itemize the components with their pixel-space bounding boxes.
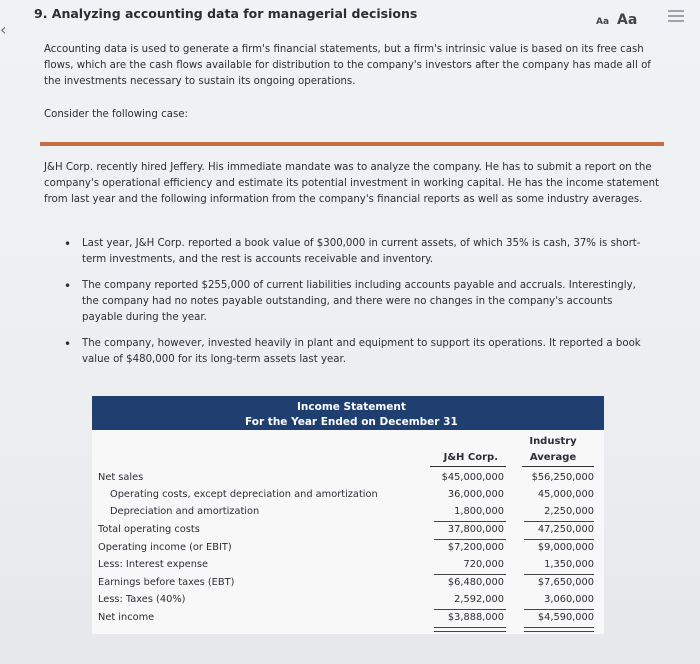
company-value: 2,592,000: [454, 594, 504, 605]
table-row: [92, 522, 604, 539]
fact-list: [62, 236, 652, 368]
decrease-font-button[interactable]: Aa: [596, 17, 610, 27]
company-value: 720,000: [463, 559, 504, 570]
industry-value: $9,000,000: [537, 542, 594, 553]
row-label: Total operating costs: [98, 524, 200, 535]
company-value: $6,480,000: [447, 577, 504, 588]
consider-text: Consider the following case:: [44, 109, 188, 120]
section-divider: [40, 142, 664, 146]
increase-font-button[interactable]: Aa: [617, 12, 638, 28]
total-double-rule: [434, 627, 506, 632]
industry-value: $7,650,000: [537, 577, 594, 588]
list-item: • The company, however, invested heavily in plant and equipment to support its operations. It reported a book value of $480,000 for its long-term assets last year.: [62, 336, 652, 368]
industry-value: $4,590,000: [537, 612, 594, 623]
company-value: $3,888,000: [447, 612, 504, 623]
list-item: • The company reported $255,000 of current liabilities including accounts payable and accruals. Interestingly, the company had no notes payable outstanding, and there were no changes in the company's accounts payable during the year.: [62, 278, 652, 326]
intro-paragraph: Accounting data is used to generate a firm's financial statements, but a firm's intrinsic value is based on its free cash flows, which are the cash flows available for distribution to the company's investors after the company has made all of the investments necessary to sustain its ongoing operations.: [44, 44, 651, 87]
income-statement: [92, 396, 604, 634]
statement-header: [92, 396, 604, 430]
company-value: 37,800,000: [447, 524, 504, 535]
company-header: J&H Corp.: [443, 452, 498, 463]
table-row: [92, 540, 604, 557]
company-value: 36,000,000: [447, 489, 504, 500]
table-row: [92, 592, 604, 609]
row-label: Earnings before taxes (EBT): [98, 577, 235, 588]
table-row: [92, 575, 604, 592]
company-value: 1,800,000: [454, 506, 504, 517]
industry-value: $56,250,000: [531, 472, 594, 483]
industry-value: 1,350,000: [544, 559, 594, 570]
row-label: Less: Interest expense: [98, 559, 209, 570]
total-double-rule: [524, 627, 594, 632]
question-title: 9. Analyzing accounting data for managerial decisions: [34, 6, 418, 21]
font-size-controls: [596, 12, 637, 28]
row-label: Operating income (or EBIT): [98, 542, 232, 553]
row-label: Operating costs, except depreciation and amortization: [110, 489, 378, 500]
table-row: [92, 610, 604, 627]
company-value: $45,000,000: [441, 472, 504, 483]
industry-value: 2,250,000: [544, 506, 594, 517]
table-row: [92, 557, 604, 574]
column-underline: [430, 466, 506, 467]
statement-subtitle: For the Year Ended on December 31: [245, 416, 458, 428]
row-label: Depreciation and amortization: [110, 506, 260, 517]
row-label: Less: Taxes (40%): [98, 594, 186, 605]
column-underline: [522, 466, 594, 467]
industry-header-line1: Industry: [529, 436, 577, 447]
table-row: [92, 504, 604, 521]
row-label: Net income: [98, 612, 155, 623]
table-row: [92, 470, 604, 487]
row-label: Net sales: [98, 472, 144, 483]
industry-header-line2: Average: [529, 452, 577, 463]
list-item: • Last year, J&H Corp. reported a book value of $300,000 in current assets, of which 35% is cash, 37% is short-term investments, and the rest is accounts receivable and inventory.: [62, 236, 652, 268]
industry-value: 3,060,000: [544, 594, 594, 605]
table-row: [92, 487, 604, 504]
statement-title: Income Statement: [297, 401, 406, 413]
chevron-left-icon[interactable]: ‹: [0, 20, 7, 39]
company-value: $7,200,000: [447, 542, 504, 553]
industry-value: 47,250,000: [537, 524, 594, 535]
menu-icon[interactable]: [668, 10, 684, 24]
industry-value: 45,000,000: [537, 489, 594, 500]
case-paragraph: J&H Corp. recently hired Jeffery. His immediate mandate was to analyze the company. He has to submit a report on the company's operational efficiency and estimate its potential investment in working capital. He has the income statement from last year and the following information from the company's financial reports as well as some industry averages.: [44, 162, 660, 205]
